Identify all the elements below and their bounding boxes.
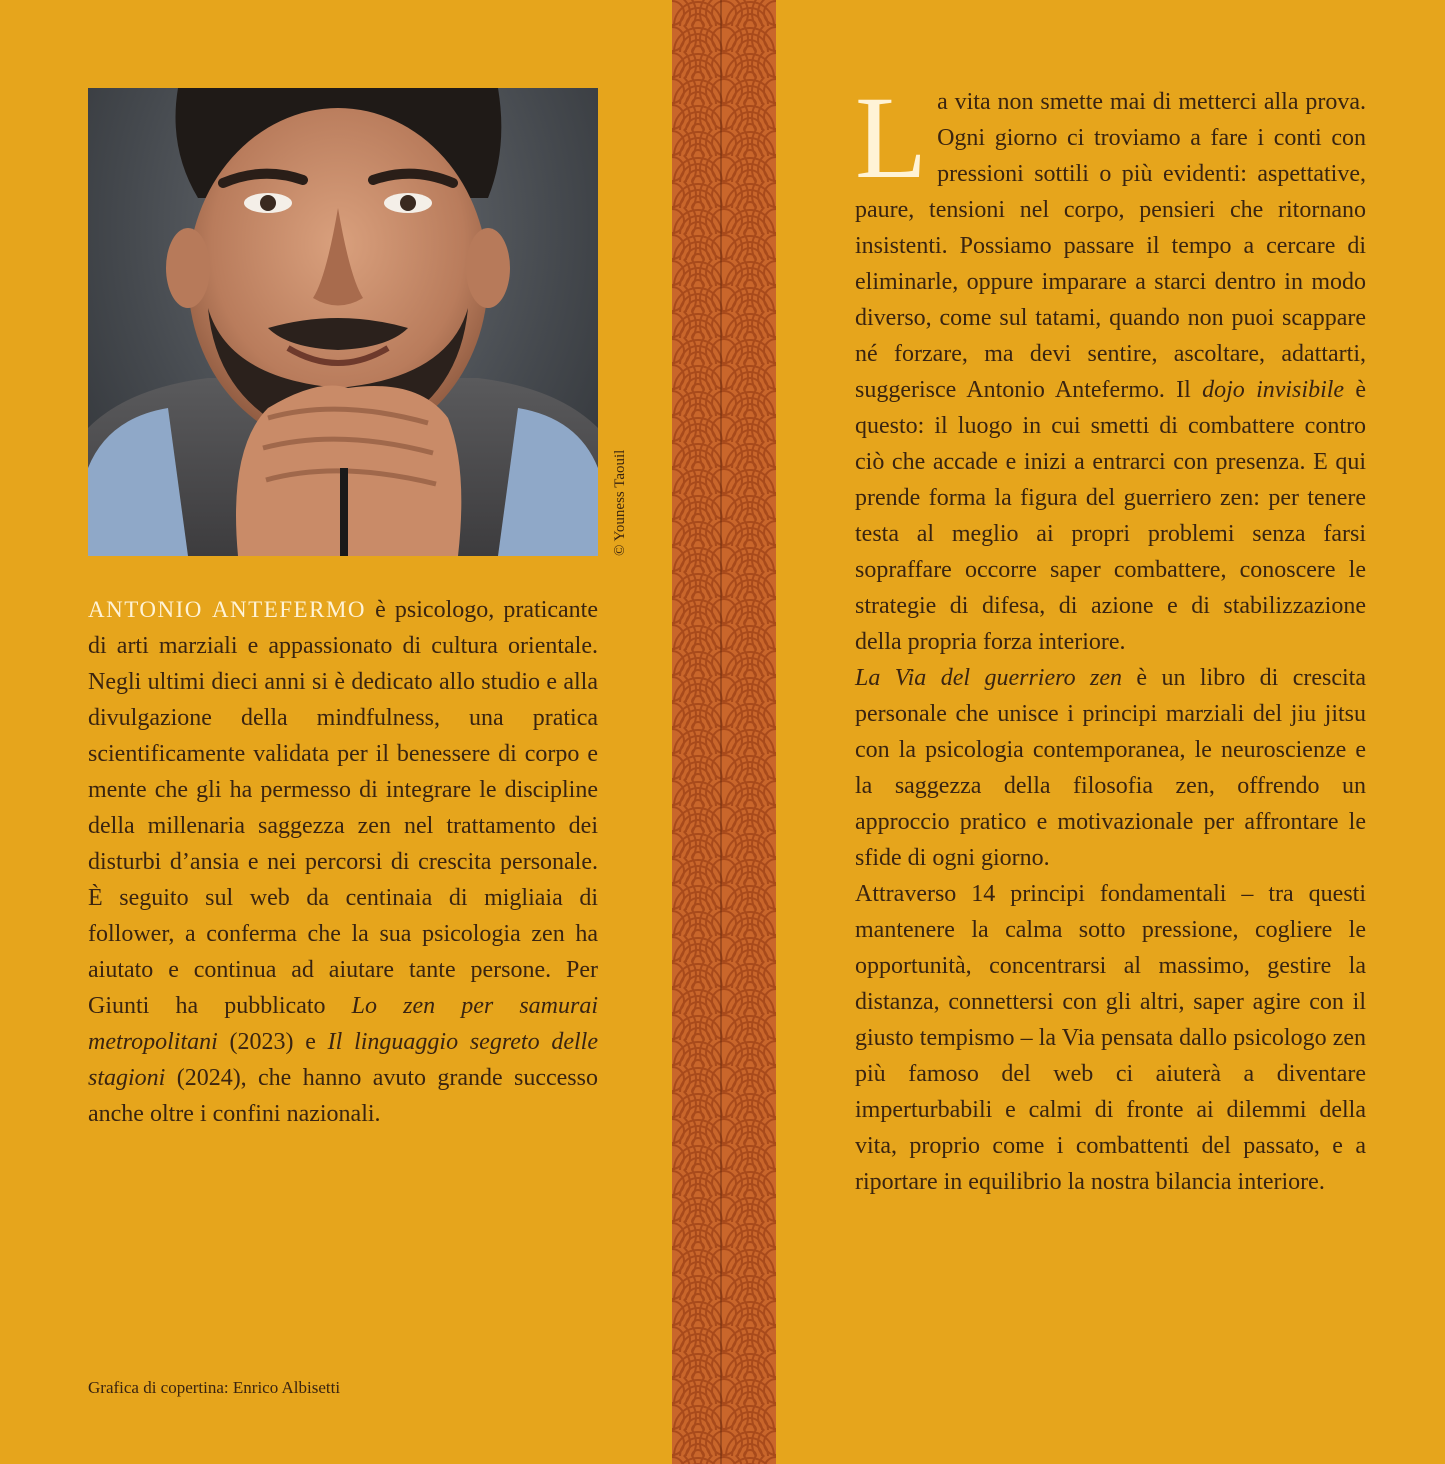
cover-design-credit: Grafica di copertina: Enrico Albisetti: [88, 1378, 341, 1397]
bio-text-3: (2024), che hanno avuto grande successo anche oltre i confini nazionali.: [88, 1065, 598, 1127]
left-flap: [0, 0, 672, 1464]
author-name: ANTONIO ANTEFERMO: [88, 597, 367, 622]
blurb-paragraph-1: [855, 72, 1367, 660]
author-photo: [88, 88, 598, 556]
blurb-p2-text: è un libro di crescita personale che unisce i principi marziali del jiu jitsu con la psicologia contemporanea, le neuroscienze e la saggezza della filosofia zen, offrendo un approccio pratico e motivazionale per affrontare le sfide di ogni giorno.: [855, 665, 1366, 871]
blurb-paragraph-2: [855, 660, 1366, 876]
spine-wave-pattern: [672, 0, 776, 1464]
blurb-paragraph-3: Attraverso 14 principi fondamentali – tra questi mantenere la calma sotto pressione, cogliere le opportunità, concentrarsi al massimo, gestire la distanza, connettersi con gli altri, saper agire con il giusto tempismo – la Via pensata dallo psicologo zen più famoso del web ci aiuterà a diventare imperturbabili e calmi di fronte ai dilemmi della vita, proprio come i combattenti del passato, e a riportare in equilibrio la nostra bilancia interiore.: [855, 881, 1366, 1195]
blurb-p1-text-2: è questo: il luogo in cui smetti di combattere contro ciò che accade e inizi a entrarci con presenza. E qui prende forma la figura del guerriero zen: per tenere testa al meglio ai propri problemi senza farsi sopraffare occorre saper combattere, conoscere le strategie di difesa, di azione e di stabilizzazione della propria forza interiore.: [855, 377, 1367, 655]
author-portrait-image: [88, 88, 598, 556]
photo-credit: © Youness Taouil: [612, 449, 628, 556]
blurb-p1-text-1: a vita non smette mai di metterci alla prova. Ogni giorno ci troviamo a fare i conti con pressioni sottili o più evidenti: aspettative, paure, tensioni nel corpo, pensieri che ritornano insistenti. Possiamo passare il tempo a cercare di eliminarle, oppure imparare a starci dentro in modo diverso, come sul tatami, quando non puoi scappare né forzare, ma devi sentire, ascoltare, adattarti, suggerisce Antonio Antefermo. Il: [855, 89, 1366, 403]
wave-pattern-icon: [672, 0, 776, 1464]
drop-cap: L: [855, 72, 928, 203]
book-title-2: Il linguaggio segreto delle stagioni: [88, 1029, 598, 1091]
book-title: La Via del guerriero zen: [855, 665, 1122, 691]
author-bio: [88, 592, 598, 1132]
book-blurb: [855, 72, 1367, 1200]
book-title-1: Lo zen per samurai metropolitani: [88, 993, 598, 1055]
bio-text-1: è psicologo, praticante di arti marziali e appassionato di cultura orientale. Negli ultimi dieci anni si è dedicato allo studio e alla divulgazione della mindfulness, una pratica scientificamente validata per il benessere di corpo e mente che gli ha permesso di integrare le discipline della millenaria saggezza zen nel trattamento dei disturbi d’ansia e nei percorsi di crescita personale. È seguito sul web da centinaia di migliaia di follower, a conferma che la sua psicologia zen ha aiutato e continua ad aiutare tante persone. Per Giunti ha pubblicato: [88, 597, 598, 1019]
spine-fold-line: [720, 0, 722, 1464]
bio-text-2: (2023) e: [217, 1029, 328, 1055]
blurb-p1-italic: dojo invisibile: [1202, 377, 1345, 403]
